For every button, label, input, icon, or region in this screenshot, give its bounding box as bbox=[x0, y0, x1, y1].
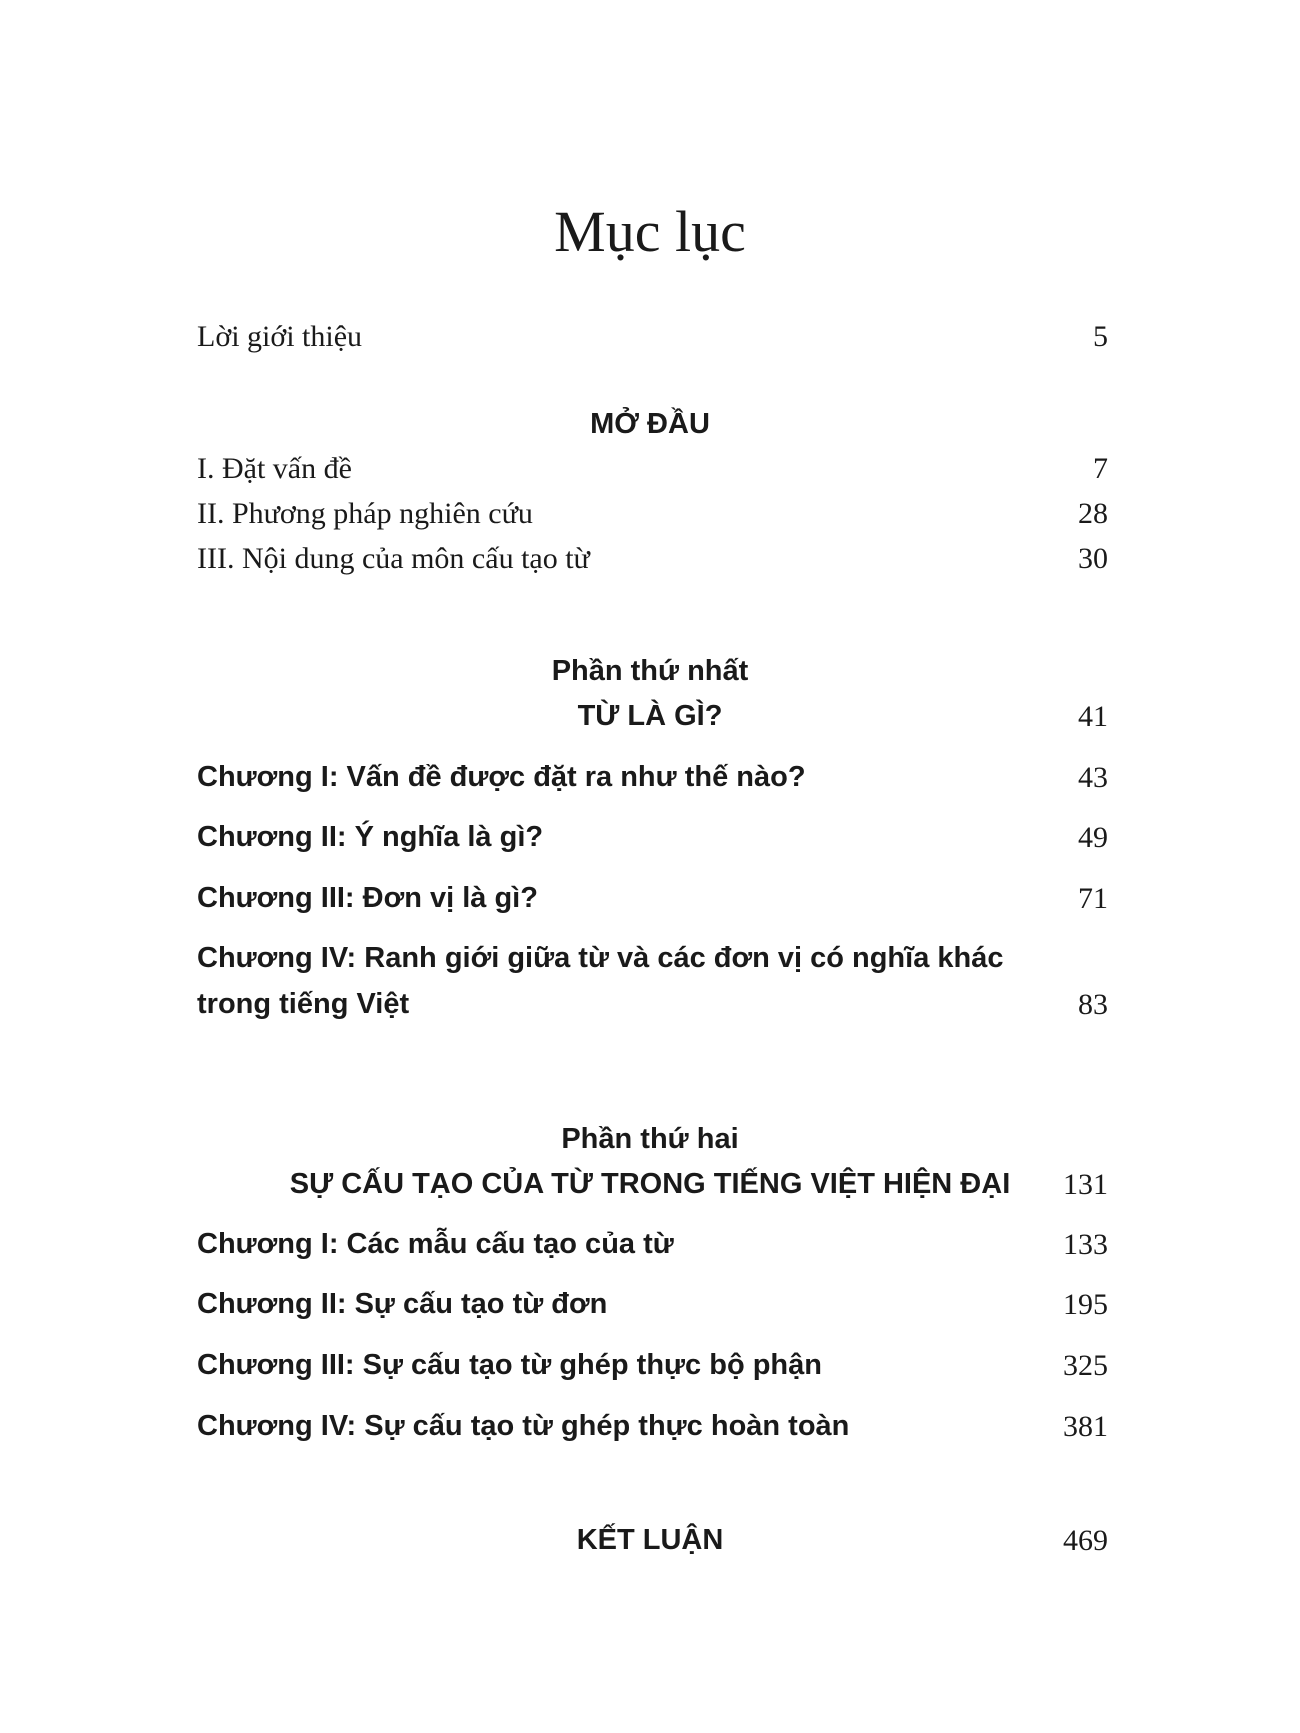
toc-entry-label[interactable]: II. Phương pháp nghiên cứu bbox=[197, 497, 533, 530]
part-subtitle-2[interactable]: SỰ CẤU TẠO CỦA TỪ TRONG TIẾNG VIỆT HIỆN ĐẠI bbox=[289, 1168, 1011, 1200]
section-heading-mo-dau: MỞ ĐẦU bbox=[590, 408, 710, 440]
chapter-entry-label-continued[interactable]: trong tiếng Việt bbox=[197, 988, 410, 1020]
toc-entry-page: 28 bbox=[1078, 497, 1108, 530]
chapter-entry-label[interactable]: Chương I: Các mẫu cấu tạo của từ bbox=[197, 1228, 674, 1260]
toc-entry-intro-page: 5 bbox=[1093, 320, 1108, 353]
chapter-entry-page: 49 bbox=[1078, 821, 1108, 854]
chapter-entry-page: 381 bbox=[1063, 1410, 1108, 1443]
part-page-2: 131 bbox=[1063, 1168, 1108, 1201]
part-heading-2: Phần thứ hai bbox=[561, 1123, 739, 1155]
toc-entry-label[interactable]: I. Đặt vấn đề bbox=[197, 452, 352, 485]
chapter-entry-label[interactable]: Chương IV: Ranh giới giữa từ và các đơn vị có nghĩa khác bbox=[197, 942, 1004, 974]
chapter-entry-page: 195 bbox=[1063, 1288, 1108, 1321]
chapter-entry-page: 83 bbox=[1078, 988, 1108, 1021]
page-title: Mục lục bbox=[554, 199, 746, 264]
part-subtitle-1[interactable]: TỪ LÀ GÌ? bbox=[577, 700, 723, 732]
chapter-entry-label[interactable]: Chương III: Đơn vị là gì? bbox=[197, 882, 538, 914]
chapter-entry-label[interactable]: Chương II: Sự cấu tạo từ đơn bbox=[197, 1288, 608, 1320]
toc-entry-label[interactable]: III. Nội dung của môn cấu tạo từ bbox=[197, 542, 590, 575]
toc-entry-page: 30 bbox=[1078, 542, 1108, 575]
chapter-entry-page: 133 bbox=[1063, 1228, 1108, 1261]
part-heading-1: Phần thứ nhất bbox=[551, 655, 749, 687]
chapter-entry-page: 43 bbox=[1078, 761, 1108, 794]
chapter-entry-label[interactable]: Chương IV: Sự cấu tạo từ ghép thực hoàn toàn bbox=[197, 1410, 850, 1442]
conclusion-page: 469 bbox=[1063, 1524, 1108, 1557]
chapter-entry-label[interactable]: Chương III: Sự cấu tạo từ ghép thực bộ phận bbox=[197, 1349, 822, 1381]
chapter-entry-page: 325 bbox=[1063, 1349, 1108, 1382]
toc-entry-page: 7 bbox=[1093, 452, 1108, 485]
chapter-entry-page: 71 bbox=[1078, 882, 1108, 915]
part-page-1: 41 bbox=[1078, 700, 1108, 733]
toc-entry-intro-label[interactable]: Lời giới thiệu bbox=[197, 320, 363, 353]
chapter-entry-label[interactable]: Chương II: Ý nghĩa là gì? bbox=[197, 821, 544, 853]
conclusion-label[interactable]: KẾT LUẬN bbox=[576, 1524, 724, 1556]
chapter-entry-label[interactable]: Chương I: Vấn đề được đặt ra như thế nào? bbox=[197, 761, 806, 793]
